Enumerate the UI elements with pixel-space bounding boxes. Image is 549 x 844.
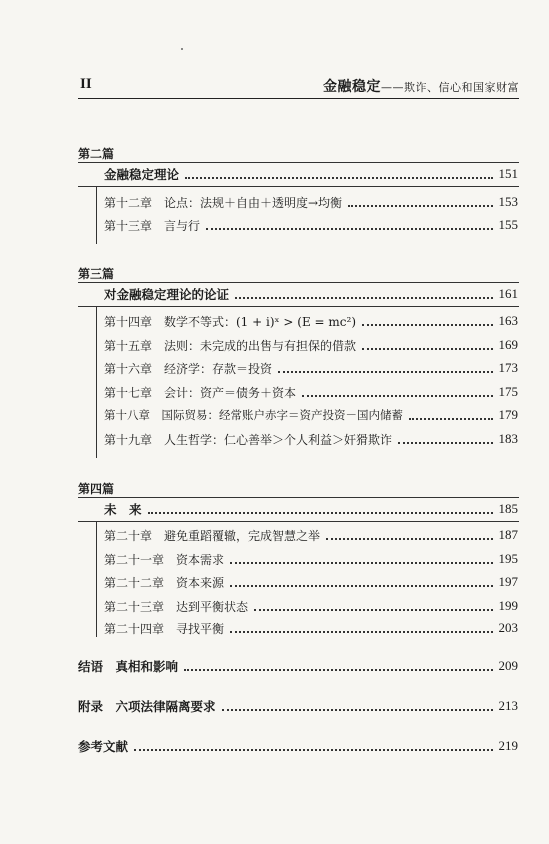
entry-title: 结语 真相和影响 (78, 659, 179, 674)
chapter-title: 第十八章 国际贸易：经常账户赤字＝资产投资－国内储蓄 (104, 408, 403, 422)
running-title (323, 76, 519, 96)
header-rule (78, 98, 519, 99)
chapter-title: 第十九章 人生哲学：仁心善举＞个人利益＞奸猾欺诈 (104, 432, 393, 447)
chapter-entry[interactable] (104, 597, 518, 615)
page-ref: 155 (498, 217, 518, 232)
page-ref: 161 (498, 286, 518, 301)
chapter-entry[interactable] (104, 359, 518, 377)
chapter-title: 第二十二章 资本来源 (104, 575, 225, 590)
chapter-entry[interactable] (104, 573, 518, 591)
page-ref: 219 (498, 738, 518, 753)
page-number: II (80, 76, 92, 92)
chapter-entry[interactable] (104, 406, 518, 424)
page-ref: 199 (498, 598, 518, 613)
chapter-title: 第十二章 论点：法规＋自由＋透明度→均衡 (104, 195, 343, 210)
chapter-entry[interactable] (104, 383, 518, 401)
chapter-entry[interactable] (104, 336, 518, 354)
chapter-entry[interactable] (104, 550, 518, 568)
leader-dots (302, 381, 492, 397)
chapter-title: 第十五章 法则：未完成的出售与有担保的借款 (104, 338, 357, 353)
part-entry[interactable] (104, 500, 518, 518)
entry-title: 参考文献 (78, 739, 129, 754)
part-entry[interactable] (104, 285, 518, 303)
page-ref: 169 (498, 337, 518, 352)
leader-dots (348, 191, 492, 207)
epilogue-entry[interactable] (78, 657, 518, 675)
leader-dots (362, 310, 492, 326)
part-box-left (96, 306, 97, 458)
leader-dots (230, 548, 492, 564)
part-box-left (96, 521, 97, 637)
leader-dots (278, 357, 492, 373)
chapter-entry[interactable] (104, 430, 518, 448)
chapter-title: 第二十一章 资本需求 (104, 552, 225, 567)
page-ref: 183 (498, 431, 518, 446)
leader-dots (184, 655, 492, 671)
part-box-bottom (78, 306, 519, 307)
book-title: 金融稳定 (323, 79, 381, 95)
leader-dots (254, 595, 492, 611)
part-box-bottom (78, 186, 519, 187)
chapter-entry[interactable] (104, 216, 518, 234)
chapter-entry[interactable] (104, 526, 518, 544)
part-entry[interactable] (104, 165, 518, 183)
part-box-bottom (78, 521, 519, 522)
chapter-title: 第十七章 会计：资产＝债务＋资本 (104, 385, 297, 400)
page-ref: 151 (498, 166, 518, 181)
leader-dots (230, 571, 492, 587)
part-title: 对金融稳定理论的论证 (104, 287, 230, 302)
chapter-title: 第二十四章 寻找平衡 (104, 621, 225, 636)
page-ref: 197 (498, 574, 518, 589)
appendix-entry[interactable] (78, 697, 518, 715)
part-title: 金融稳定理论 (104, 167, 180, 182)
running-header (78, 74, 519, 96)
page-ref: 195 (498, 551, 518, 566)
chapter-title: 第二十三章 达到平衡状态 (104, 599, 249, 614)
leader-dots (148, 498, 493, 514)
page-ref: 173 (498, 360, 518, 375)
book-subtitle: ——欺诈、信心和国家财富 (381, 81, 519, 94)
part-box-left (96, 186, 97, 244)
page-ref: 213 (498, 698, 518, 713)
page-ref: 179 (498, 407, 518, 422)
chapter-entry[interactable] (104, 619, 518, 637)
leader-dots (185, 163, 492, 179)
chapter-title: 第十四章 数学不等式：(1 + i)ˣ > (E = mc²) (104, 314, 357, 329)
page-ref: 187 (498, 527, 518, 542)
page-ref: 203 (498, 620, 518, 635)
leader-dots (235, 283, 492, 299)
chapter-entry[interactable] (104, 193, 518, 211)
leader-dots (134, 735, 492, 751)
page-ref: 153 (498, 194, 518, 209)
part-title: 未 来 (104, 502, 142, 517)
leader-dots (230, 617, 492, 633)
scan-speck (181, 48, 183, 50)
page-ref: 185 (498, 501, 518, 516)
chapter-entry[interactable] (104, 312, 518, 330)
page-ref: 209 (498, 658, 518, 673)
part-label: 第四篇 (78, 482, 115, 496)
chapter-title: 第十三章 言与行 (104, 218, 201, 233)
entry-title: 附录 六项法律隔离要求 (78, 699, 216, 714)
page-ref: 163 (498, 313, 518, 328)
chapter-title: 第二十章 避免重蹈覆辙，完成智慧之举 (104, 528, 321, 543)
part-label: 第二篇 (78, 147, 115, 161)
leader-dots (326, 524, 492, 540)
references-entry[interactable] (78, 737, 518, 755)
page-ref: 175 (498, 384, 518, 399)
part-label: 第三篇 (78, 267, 115, 281)
leader-dots (206, 214, 492, 230)
chapter-title: 第十六章 经济学：存款＝投资 (104, 361, 273, 376)
leader-dots (362, 334, 492, 350)
leader-dots (409, 404, 493, 420)
leader-dots (398, 428, 492, 444)
leader-dots (222, 695, 493, 711)
